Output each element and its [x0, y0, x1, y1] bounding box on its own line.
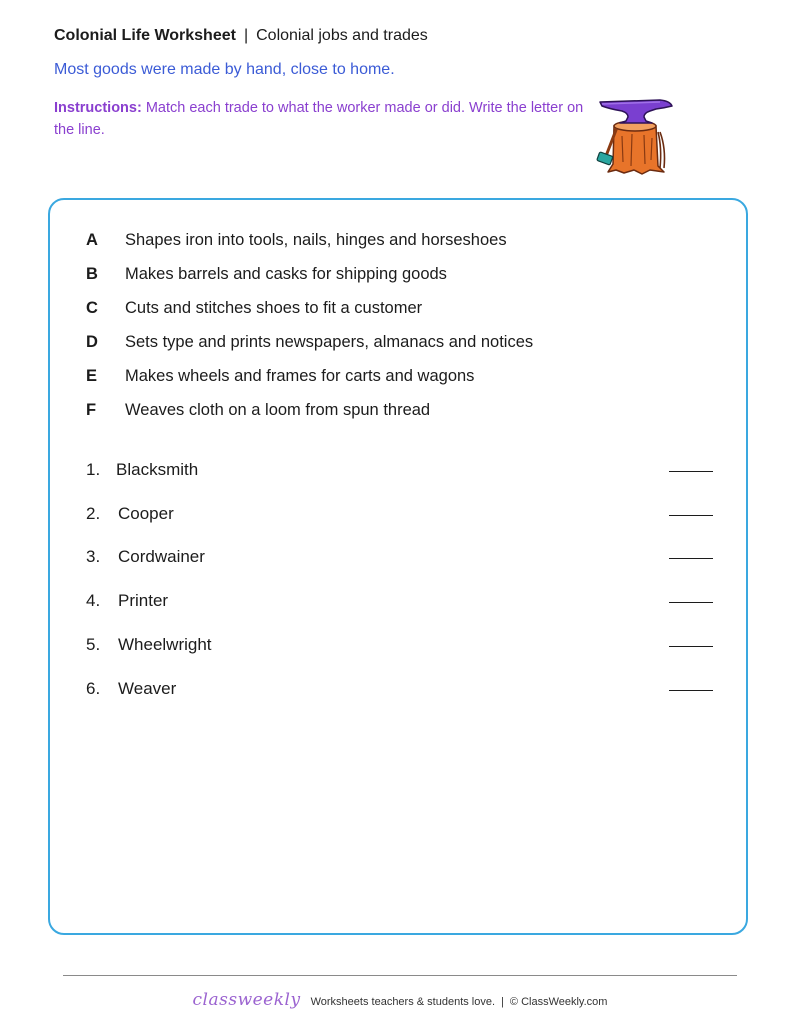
item-label: Printer [118, 591, 169, 610]
footer [0, 990, 800, 1010]
item-number: 2. [86, 504, 101, 523]
item-number: 6. [86, 679, 101, 698]
trade-item [86, 591, 716, 615]
footer-separator: | [501, 996, 504, 1008]
option-letter: A [86, 231, 98, 249]
trade-item [86, 679, 716, 703]
worksheet-topic: Colonial jobs and trades [256, 27, 428, 44]
option-c [86, 299, 706, 321]
item-label: Cordwainer [118, 547, 205, 566]
option-d [86, 333, 706, 355]
worksheet-title: Colonial Life Worksheet [54, 27, 236, 44]
answer-line[interactable] [669, 558, 713, 559]
answer-line[interactable] [669, 646, 713, 647]
option-text: Makes wheels and frames for carts and wagons [125, 367, 475, 385]
instructions [54, 97, 584, 141]
option-a [86, 231, 706, 253]
option-f [86, 401, 706, 423]
option-text: Shapes iron into tools, nails, hinges and horseshoes [125, 231, 507, 249]
item-label: Wheelwright [118, 635, 212, 654]
trade-item [86, 504, 716, 528]
option-e [86, 367, 706, 389]
option-text: Cuts and stitches shoes to fit a customer [125, 299, 423, 317]
trade-item [86, 547, 716, 571]
item-number: 1. [86, 460, 101, 479]
item-number: 5. [86, 635, 101, 654]
worksheet-header [54, 27, 428, 45]
item-label: Blacksmith [116, 460, 199, 479]
brand-logo: classweekly [192, 990, 301, 1010]
answer-line[interactable] [669, 602, 713, 603]
option-letter: D [86, 333, 98, 351]
option-letter: E [86, 367, 98, 385]
option-text: Makes barrels and casks for shipping goods [125, 265, 447, 283]
trade-item [86, 460, 716, 484]
item-number: 3. [86, 547, 101, 566]
instructions-text: Match each trade to what the worker made or did. Write the letter on the line. [54, 100, 584, 138]
instructions-lead: Instructions: [54, 100, 142, 116]
option-text: Sets type and prints newspapers, almanacs and notices [125, 333, 534, 351]
answer-line[interactable] [669, 690, 713, 691]
footer-divider [63, 975, 737, 976]
footer-tagline: Worksheets teachers & students love. [310, 996, 496, 1008]
footer-copyright: © ClassWeekly.com [509, 996, 608, 1008]
option-text: Weaves cloth on a loom from spun thread [125, 401, 431, 419]
trade-item [86, 635, 716, 659]
option-letter: B [86, 265, 98, 283]
option-letter: F [86, 401, 97, 419]
worksheet-subtitle: Most goods were made by hand, close to home. [54, 61, 395, 78]
answer-line[interactable] [669, 471, 713, 472]
header-separator: | [243, 27, 249, 44]
item-label: Weaver [118, 679, 177, 698]
option-letter: C [86, 299, 98, 317]
item-label: Cooper [118, 504, 174, 523]
option-b [86, 265, 706, 287]
item-number: 4. [86, 591, 101, 610]
answer-line[interactable] [669, 515, 713, 516]
anvil-on-stump-icon [594, 96, 676, 178]
